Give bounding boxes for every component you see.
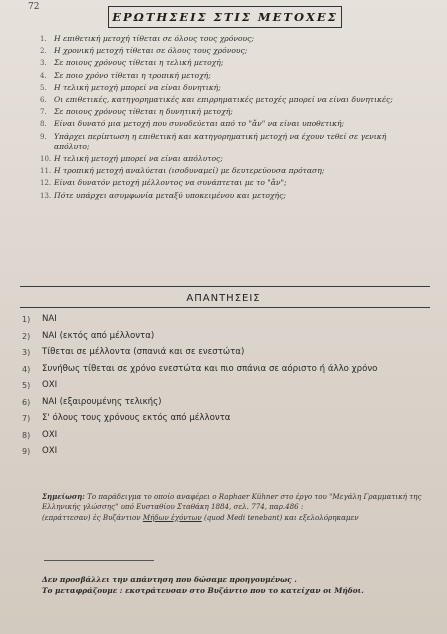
answers-heading: ΑΠΑΝΤΗΣΕΙΣ (186, 293, 261, 304)
answers-top-divider (20, 286, 430, 287)
question-item (40, 107, 412, 117)
question-text: Πότε υπάρχει ασυμφωνία μεταξύ υποκειμένου και μετοχής; (54, 190, 286, 200)
question-item (40, 178, 412, 188)
note-text-2: (επράττεσαν) ἐς Βυζάντιον (42, 512, 143, 522)
answer-item (22, 331, 427, 343)
question-item (40, 119, 412, 129)
question-number: 2. (40, 47, 47, 56)
question-item (40, 132, 412, 152)
page-title: ΕΡΩΤΗΣΕΙΣ ΣΤΙΣ ΜΕΤΟΧΕΣ (108, 6, 342, 28)
question-text: Υπάρχει περίπτωση η επιθετική και κατηγορηματική μετοχή να έχουν τεθεί σε γενική απόλυτο; (54, 131, 387, 151)
answer-item (22, 397, 427, 409)
question-number: 5. (40, 83, 47, 92)
answer-number: 5) (22, 381, 31, 390)
question-text: Σε ποιο χρόνο τίθεται η τροπική μετοχή; (54, 70, 211, 80)
question-text: Η χρονική μετοχή τίθεται σε όλους τους χρόνους; (54, 46, 248, 56)
question-number: 11. (40, 167, 52, 176)
question-number: 6. (40, 96, 47, 105)
question-item (40, 46, 412, 56)
note-paragraph (42, 492, 422, 523)
answer-item (22, 364, 427, 376)
question-item (40, 58, 412, 68)
answer-number: 2) (22, 331, 31, 341)
answer-text: ΝΑΙ (εκτός από μέλλοντα) (42, 330, 155, 341)
answer-text: Τίθεται σε μέλλοντα (σπανιά και σε ενεστώτα) (42, 347, 245, 357)
question-text: Η τελική μετοχή μπορεί να είναι δυνητική; (54, 82, 221, 92)
answer-number: 6) (22, 397, 31, 407)
question-number: 9. (40, 132, 47, 141)
answer-number: 9) (22, 447, 31, 456)
question-number: 10. (40, 155, 52, 164)
question-item (40, 71, 412, 81)
footer-line-1: Δεν προσβάλλει την απάντηση που δώσαμε προηγουμένως . (42, 575, 297, 584)
footer-text (42, 574, 422, 596)
question-number: 8. (40, 120, 47, 129)
answer-number: 3) (22, 348, 31, 357)
note-underlined-phrase: Μήδων ἐχόντων (142, 512, 202, 522)
question-text: Η τροπική μετοχή αναλύεται (ισοδυναμεί) με δευτερεύουσα πρόταση; (54, 166, 325, 176)
answer-item (22, 314, 427, 326)
answer-item (22, 446, 427, 458)
question-number: 12. (40, 179, 52, 188)
question-number: 7. (40, 108, 47, 117)
question-text: Είναι δυνατόν μετοχή μέλλοντος να συνάπτεται με το "ἄν"; (54, 178, 287, 188)
question-item (40, 154, 412, 164)
question-number: 1. (40, 35, 47, 43)
question-text: Η τελική μετοχή μπορεί να είναι απόλυτος; (54, 154, 223, 164)
answer-number: 1) (22, 315, 31, 324)
question-text: Σε ποιους χρόνους τίθεται η δυνητική μετοχή; (54, 107, 233, 117)
question-text: Η επιθετική μετοχή τίθεται σε όλους τους χρόνους; (54, 34, 254, 43)
question-text: Οι επιθετικές, κατηγορηματικές και επιρρηματικές μετοχές μπορεί να είναι δυνητικές; (54, 95, 393, 105)
answer-text: ΝΑΙ (εξαιρουμένης τελικής) (42, 396, 162, 407)
answer-text: ΟΧΙ (42, 429, 58, 440)
question-item (40, 191, 412, 201)
note-label: Σημείωση: (42, 492, 85, 501)
question-text: Σε ποιους χρόνους τίθεται η τελική μετοχή; (54, 58, 224, 68)
answer-number: 7) (22, 414, 31, 423)
answer-item (22, 347, 427, 359)
answer-number: 4) (22, 364, 31, 374)
answer-number: 8) (22, 430, 31, 440)
note-text-3: (quod Medi tenebant) και εξελολόρηκαμεν (201, 512, 359, 522)
question-number: 4. (40, 71, 47, 80)
footer-line-2: Το μεταφράζουμε : εκστράτευσαν στο Βυζάντιο που το κατείχαν οι Μήδοι. (42, 586, 364, 595)
answer-text: Σ' όλους τους χρόνους εκτός από μέλλοντα (42, 413, 231, 423)
note-divider (44, 560, 154, 561)
answer-text: ΟΧΙ (42, 380, 58, 390)
answers-bottom-divider (20, 307, 430, 308)
question-number: 3. (40, 59, 47, 68)
answer-item (22, 380, 427, 392)
questions-list (40, 34, 412, 203)
question-item (40, 34, 412, 44)
question-number: 13. (40, 191, 52, 200)
answer-item (22, 430, 427, 442)
page-number: 72 (28, 2, 40, 12)
answer-text: ΟΧΙ (42, 446, 58, 456)
question-item (40, 166, 412, 176)
answer-text: Συνήθως τίθεται σε χρόνο ενεστώτα και πιο σπάνια σε αόριστο ή άλλο χρόνο (42, 363, 378, 374)
answer-text: ΝΑΙ (42, 314, 57, 324)
answers-list (22, 314, 427, 463)
answer-item (22, 413, 427, 425)
question-text: Είναι δυνατό μια μετοχή που συνοδεύεται από το "ἄν" να είναι υποθετική; (54, 119, 345, 129)
question-item (40, 95, 412, 105)
note-text-1: Το παράδειγμα το οποίο αναφέρει ο Raphaer Kühner στο έργο του "Μεγάλη Γραμματική της Ελληνικής γλώσσης" υπό Ευσταθίου Σταθάκη 1884, σελ. 774, παρ.486 : (42, 492, 422, 512)
question-item (40, 83, 412, 93)
